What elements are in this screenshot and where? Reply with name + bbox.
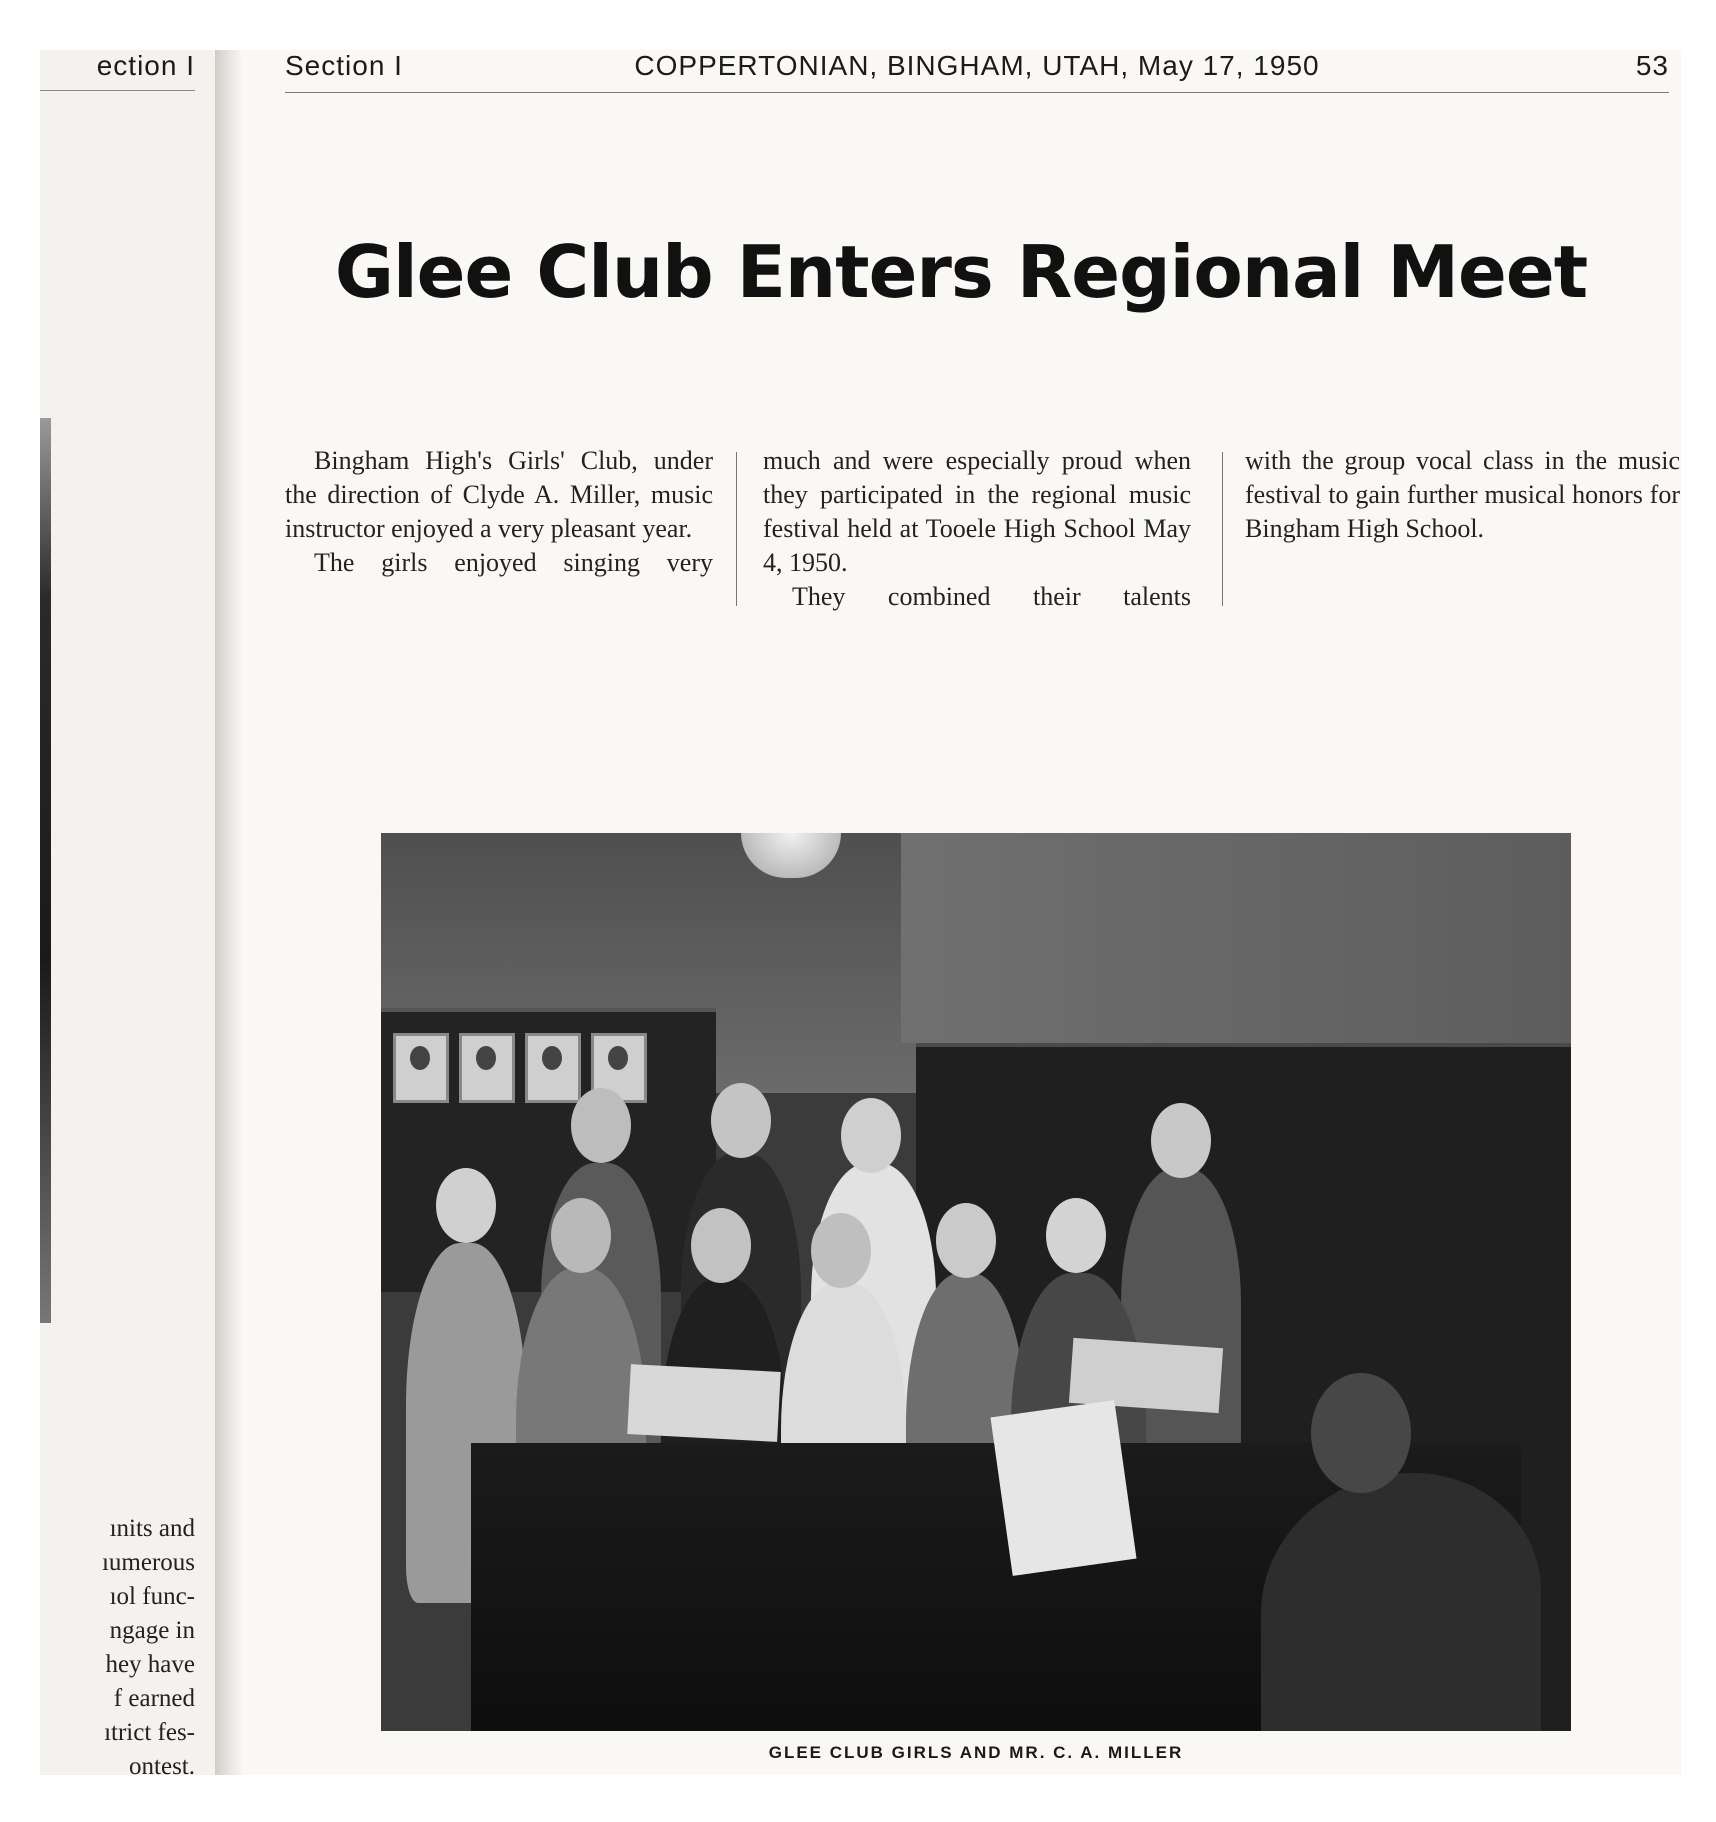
singer-head	[1151, 1103, 1211, 1178]
framed-portrait	[525, 1033, 581, 1103]
previous-page-section-label: ection I	[96, 50, 195, 81]
page-header	[285, 50, 1669, 92]
page-gutter	[215, 50, 241, 1775]
previous-page-text	[40, 1512, 195, 1775]
singer-head	[811, 1213, 871, 1288]
paragraph: They combined their talents	[792, 582, 1191, 611]
glee-club-photo	[381, 833, 1571, 1731]
previous-page-photo-edge	[40, 418, 51, 1323]
singer-head	[436, 1168, 496, 1243]
previous-page-line: hey have	[105, 1651, 195, 1678]
article-columns	[285, 444, 1680, 614]
article-column-3	[1245, 444, 1680, 546]
singer-head	[691, 1208, 751, 1283]
photo-wall-right	[901, 833, 1571, 1043]
previous-page-strip	[40, 50, 215, 1775]
previous-page-line: ıol func-	[109, 1583, 195, 1610]
singer-head	[841, 1098, 901, 1173]
sheet-music	[990, 1400, 1136, 1576]
music-booklet	[1069, 1338, 1223, 1413]
singer-head	[711, 1083, 771, 1158]
article-column-2	[763, 444, 1191, 614]
column-rule	[736, 452, 737, 606]
header-rule	[285, 92, 1669, 93]
music-booklet	[627, 1364, 780, 1442]
photo-caption: GLEE CLUB GIRLS AND MR. C. A. MILLER	[768, 1743, 1184, 1762]
pianist-head	[1311, 1373, 1411, 1493]
singer-head	[571, 1088, 631, 1163]
column-rule	[1222, 452, 1223, 606]
page-number: 53	[1635, 50, 1669, 81]
framed-portrait	[393, 1033, 449, 1103]
singer-head	[551, 1198, 611, 1273]
article-column-1	[285, 444, 713, 580]
singer-head	[1046, 1198, 1106, 1273]
previous-page-line: ngage in	[109, 1617, 195, 1644]
paragraph: Bingham High's Girls' Club, under the direction of Clyde A. Miller, music instructor enjoyed a very pleasant year.	[285, 446, 713, 543]
paragraph: with the group vocal class in the music festival to gain further musical honors for Bingham High School.	[1245, 446, 1680, 543]
headline: Glee Club Enters Regional Meet	[334, 230, 1588, 314]
main-page	[241, 50, 1681, 1775]
previous-page-line: ıumerous	[101, 1549, 195, 1576]
masthead: COPPERTONIAN, BINGHAM, UTAH, May 17, 1950	[634, 50, 1320, 81]
previous-page-line: ontest.	[129, 1753, 195, 1775]
paragraph: The girls enjoyed singing very	[314, 548, 713, 577]
previous-page-line: ınits and	[109, 1515, 195, 1542]
section-label: Section I	[285, 50, 403, 81]
previous-page-line: f earned	[113, 1685, 195, 1712]
previous-page-header-rule	[40, 90, 195, 91]
framed-portrait	[459, 1033, 515, 1103]
singer-head	[936, 1203, 996, 1278]
previous-page-line: ıtrict fes-	[104, 1719, 195, 1746]
paragraph: much and were especially proud when they participated in the regional music festival held at Tooele High School May 4, 1950.	[763, 446, 1191, 577]
